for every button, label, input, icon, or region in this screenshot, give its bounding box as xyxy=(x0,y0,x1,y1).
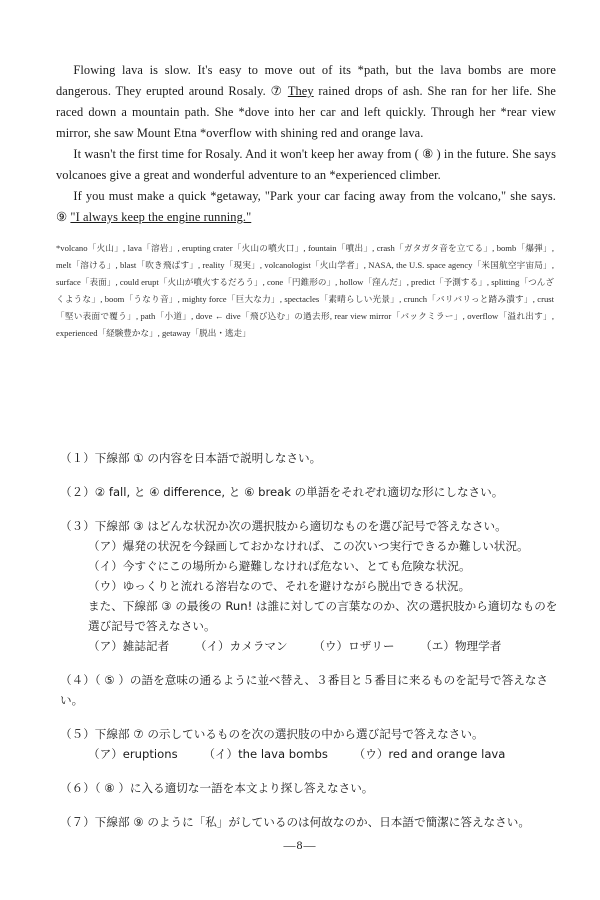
choice-c: （ウ）ゆっくりと流れる溶岩なので、それを避けながら脱出できる状況。 xyxy=(88,579,471,593)
passage-paragraph-3: If you must make a quick *getaway, "Park your car facing away from the volcano," she says. ⑨ "I always keep the engine running." xyxy=(56,189,556,224)
question-3-followup-2: 選び記号で答えなさい。 xyxy=(88,619,216,633)
option-d: （エ）物理学者 xyxy=(420,639,502,653)
question-list xyxy=(60,448,560,846)
question-6: （６）（ ⑧ ）に入る適切な一語を本文より探し答えなさい。 xyxy=(60,781,374,795)
option-b: （イ）カメラマン xyxy=(194,639,288,653)
choice-b: （イ）今すぐにこの場所から避難しなければ危ない、とても危険な状況。 xyxy=(88,559,471,573)
marker-9: ⑨ xyxy=(56,210,71,224)
question-2: （２）② fall, と ④ difference, と ⑥ break の単語をそれぞれ適切な形にしなさい。 xyxy=(60,485,504,499)
passage-paragraph-1: Flowing lava is slow. It's easy to move out of its *path, but the lava bombs are more dangerous. They erupted around Rosaly. ⑦ They rained drops of ash. She ran for her life. She raced down a mountain path. She *dove into her car and left quickly. Through her *rear view mirror, she saw Mount Etna *overflow with shining red and orange lava. xyxy=(56,63,556,140)
option-a: （ア）雑誌記者 xyxy=(88,639,170,653)
marker-7: ⑦ xyxy=(270,84,288,98)
option-a: （ア）eruptions xyxy=(88,747,178,761)
question-4: （４）（ ⑤ ）の語を意味の通るように並べ替え、３番目と５番目に来るものを記号で答えなさい。 xyxy=(60,673,549,707)
option-c: （ウ）red and orange lava xyxy=(353,747,506,761)
passage-paragraph-2: It wasn't the first time for Rosaly. And it won't keep her away from ( ⑧ ) in the future. She says volcanoes give a great and wonderful adventure to an *experienced climber. xyxy=(56,147,556,182)
underlined-quote: "I always keep the engine running." xyxy=(70,210,252,224)
question-3-followup: また、下線部 ③ の最後の Run! は誰に対しての言葉なのか、次の選択肢から適切なものを xyxy=(88,599,558,613)
question-3: （３）下線部 ③ はどんな状況か次の選択肢から適切なものを選び記号で答えなさい。 （ア）爆発の状況を今録画しておかなければ、この次いつ実行できるか難しい状況。 （イ）今すぐにこの場所から避難しなければ危ない、とても危険な状況。 （ウ）ゆっくりと流れる溶岩なので、それを避けながら脱出できる状況。 また、下線部 ③ の最後の Run! は誰に対しての言葉なのか、次の選択肢から適切なものを 選び記号で答えなさい。 （ア）雑誌記者 （イ）カメラマン （ウ）ロザリー （エ）物理学者 xyxy=(60,516,560,656)
question-7: （７）下線部 ⑨ のように「私」がしているのは何故なのか、日本語で簡潔に答えなさい。 xyxy=(60,815,530,829)
page-number: ―8― xyxy=(283,838,317,852)
question-5: （５）下線部 ⑦ の示しているものを次の選択肢の中から選び記号で答えなさい。 （ア）eruptions （イ）the lava bombs （ウ）red and orange lava xyxy=(60,724,560,764)
choice-a: （ア）爆発の状況を今録画しておかなければ、この次いつ実行できるか難しい状況。 xyxy=(88,539,529,553)
option-c: （ウ）ロザリー xyxy=(313,639,395,653)
question-5-options xyxy=(60,744,560,764)
underlined-they: They xyxy=(287,84,314,98)
question-3-options xyxy=(60,636,560,656)
question-1: （１）下線部 ① の内容を日本語で説明しなさい。 xyxy=(60,451,322,465)
reading-passage xyxy=(56,60,556,342)
option-b: （イ）the lava bombs xyxy=(203,747,328,761)
vocabulary-notes: *volcano「火山」, lava「溶岩」, erupting crater「火山の噴火口」, fountain「噴出」, crash「ガタガタ音を立てる」, bomb「爆弾」, melt「溶ける」, blast「吹き飛ばす」, reality「現実」, volcanologist「火山学者」, NASA, the U.S. space agency「米国航空宇宙局」, surface「表面」, could erupt「火山が噴火するだろう」, cone「円錐形の」, hollow「窪んだ」, predict「予測する」, splitting「つんざくような」, boom「うなり音」, mighty force「巨大な力」, spectacles「素晴らしい光景」, crunch「バリバリっと踏み潰す」, crust「堅い表面で覆う」, path「小道」, dove ← dive「飛び込む」の過去形, rear view mirror「バックミラー」, overflow「溢れ出す」, experienced「経験豊かな」, getaway「脱出・逃走」 xyxy=(56,243,554,338)
